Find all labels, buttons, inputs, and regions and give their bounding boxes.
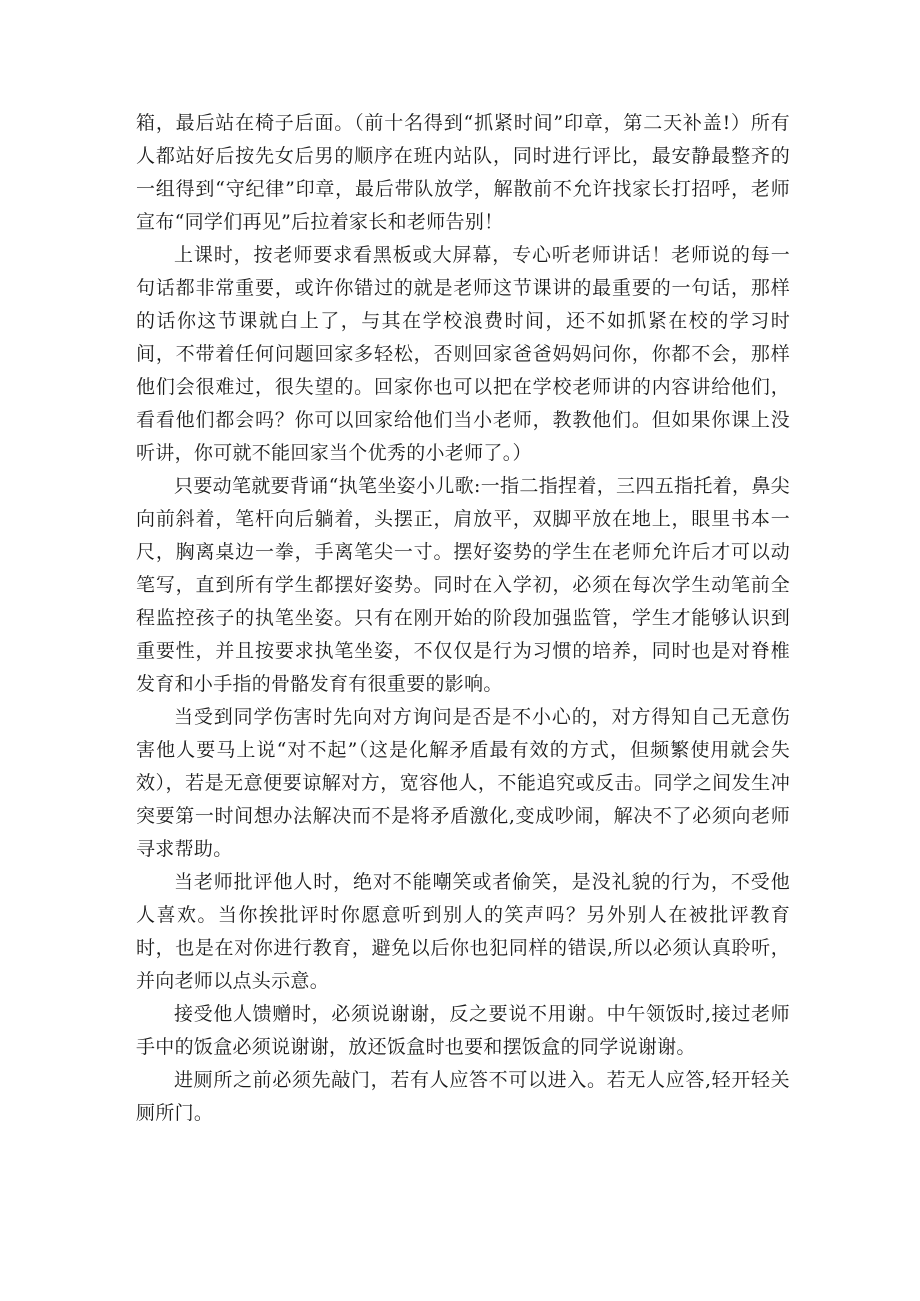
paragraph-criticism-etiquette: 当老师批评他人时，绝对不能嘲笑或者偷笑，是没礼貌的行为，不受他人喜欢。当你挨批评时你愿意听到别人的笑声吗？另外别人在被批评教育时，也是在对你进行教育，避免以后你也犯同样的错误,所以必须认真聆听，并向老师以点头示意。 bbox=[136, 871, 790, 992]
document-body bbox=[136, 107, 790, 1130]
paragraph-continuation: 箱，最后站在椅子后面。（前十名得到“抓紧时间”印章，第二天补盖!）所有人都站好后按先女后男的顺序在班内站队，同时进行评比，最安静最整齐的一组得到“守纪律”印章，最后带队放学，解散前不允许找家长打招呼，老师宣布“同学们再见”后拉着家长和老师告别！ bbox=[136, 112, 790, 233]
paragraph-class-attention: 上课时，按老师要求看黑板或大屏幕，专心听老师讲话！老师说的每一句话都非常重要，或许你错过的就是老师这节课讲的最重要的一句话，那样的话你这节课就白上了，与其在学校浪费时间，还不如抓紧在校的学习时间，不带着任何问题回家多轻松，否则回家爸爸妈妈问你，你都不会，那样他们会很难过，很失望的。回家你也可以把在学校老师讲的内容讲给他们，看看他们都会吗？你可以回家给他们当小老师，教教他们。但如果你课上没听讲，你可就不能回家当个优秀的小老师了。） bbox=[136, 244, 790, 464]
paragraph-conflict-resolution: 当受到同学伤害时先向对方询问是否是不小心的，对方得知自己无意伤害他人要马上说“对不起”（这是化解矛盾最有效的方式，但频繁使用就会失效），若是无意便要谅解对方，宽容他人，不能追究或反击。同学之间发生冲突要第一时间想办法解决而不是将矛盾激化,变成吵闹，解决不了必须向老师寻求帮助。 bbox=[136, 706, 790, 860]
paragraph-restroom: 进厕所之前必须先敲门，若有人应答不可以进入。若无人应答,轻开轻关厕所门。 bbox=[136, 1069, 790, 1124]
paragraph-gratitude: 接受他人馈赠时，必须说谢谢，反之要说不用谢。中午领饭时,接过老师手中的饭盒必须说谢谢，放还饭盒时也要和摆饭盒的同学说谢谢。 bbox=[136, 1003, 790, 1058]
paragraph-writing-posture: 只要动笔就要背诵“执笔坐姿小儿歌:一指二指捏着，三四五指托着，鼻尖向前斜着，笔杆向后躺着，头摆正，肩放平，双脚平放在地上，眼里书本一尺，胸离桌边一拳，手离笔尖一寸。摆好姿势的学生在老师允许后才可以动笔写，直到所有学生都摆好姿势。同时在入学初，必须在每次学生动笔前全程监控孩子的执笔坐姿。只有在刚开始的阶段加强监管，学生才能够认识到重要性，并且按要求执笔坐姿，不仅仅是行为习惯的培养，同时也是对脊椎发育和小手指的骨骼发育有很重要的影响。 bbox=[136, 475, 790, 695]
